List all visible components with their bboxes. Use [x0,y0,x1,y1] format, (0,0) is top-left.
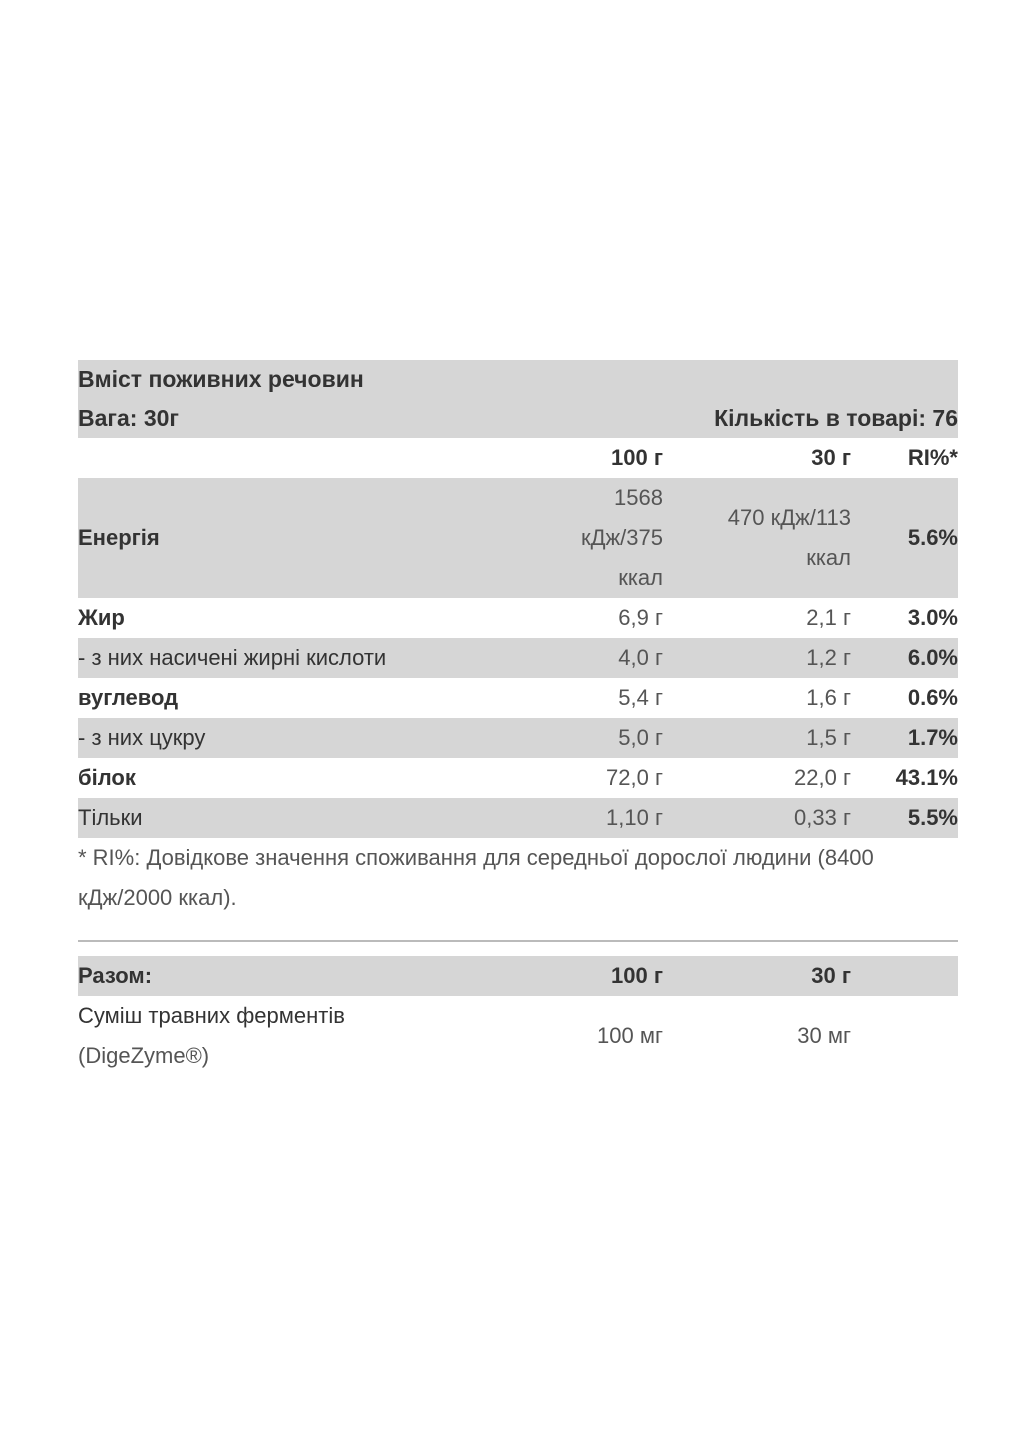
section-divider [78,940,958,942]
col-header-100g: 100 г [611,445,663,470]
row-value-30g: 2,1 г [806,605,851,630]
table-header [78,360,958,438]
row-value-100g: 6,9 г [618,605,663,630]
table-row-salt [78,798,958,838]
row-value-100g: 5,0 г [618,725,663,750]
totals-label: Разом: [78,963,153,988]
table-row-carbohydrate [78,678,958,718]
enzyme-value-100g: 100 мг [597,1023,663,1048]
row-label: Енергія [78,525,160,550]
table-row-energy [78,478,958,598]
nutrition-table [78,360,958,1076]
table-row-sugar [78,718,958,758]
col-header-ri: RI%* [907,445,958,470]
row-value-100g: 1568 кДж/375 ккал [580,485,663,590]
table-title: Вміст поживних речовин [78,366,364,392]
table-row-protein [78,758,958,798]
row-value-ri: 5.5% [907,805,958,830]
row-value-100g: 4,0 г [618,645,663,670]
totals-header [78,956,958,996]
row-value-ri: 3.0% [907,605,958,630]
table-row-fat [78,598,958,638]
col-header-30g: 30 г [811,445,851,470]
enzyme-value-30g: 30 мг [797,1023,851,1048]
row-value-100g: 72,0 г [606,765,663,790]
row-value-ri: 5.6% [907,525,958,550]
serving-size: Вага: 30г [78,405,179,431]
enzyme-brand: (DigeZyme®) [78,1043,210,1068]
row-value-100g: 1,10 г [606,805,663,830]
row-value-30g: 22,0 г [794,765,851,790]
row-value-ri: 0.6% [907,685,958,710]
ri-footnote: * RI%: Довідкове значення споживання для середньої дорослої людини (8400 кДж/2000 ккал). [78,845,874,910]
servings-count: Кількість в товарі: 76 [714,405,958,431]
row-label: - з них цукру [78,725,206,750]
row-value-100g: 5,4 г [618,685,663,710]
enzyme-name: Суміш травних ферментів [78,1003,345,1028]
row-value-ri: 6.0% [907,645,958,670]
totals-col-30g: 30 г [811,963,851,988]
column-headers [78,438,958,478]
row-value-30g: 1,2 г [806,645,851,670]
row-value-ri: 1.7% [907,725,958,750]
row-value-30g: 1,6 г [806,685,851,710]
row-label: Жир [78,605,125,630]
enzyme-label [78,996,558,1076]
row-value-30g: 470 кДж/113 ккал [727,505,851,570]
row-value-ri: 43.1% [895,765,958,790]
row-label: - з них насичені жирні кислоти [78,645,387,670]
totals-col-100g: 100 г [611,963,663,988]
row-label: білок [78,765,136,790]
row-value-30g: 1,5 г [806,725,851,750]
table-row-enzymes [78,996,958,1076]
row-value-30g: 0,33 г [794,805,851,830]
row-label: вуглевод [78,685,179,710]
table-row-saturated-fat [78,638,958,678]
row-label: Тільки [78,805,143,830]
